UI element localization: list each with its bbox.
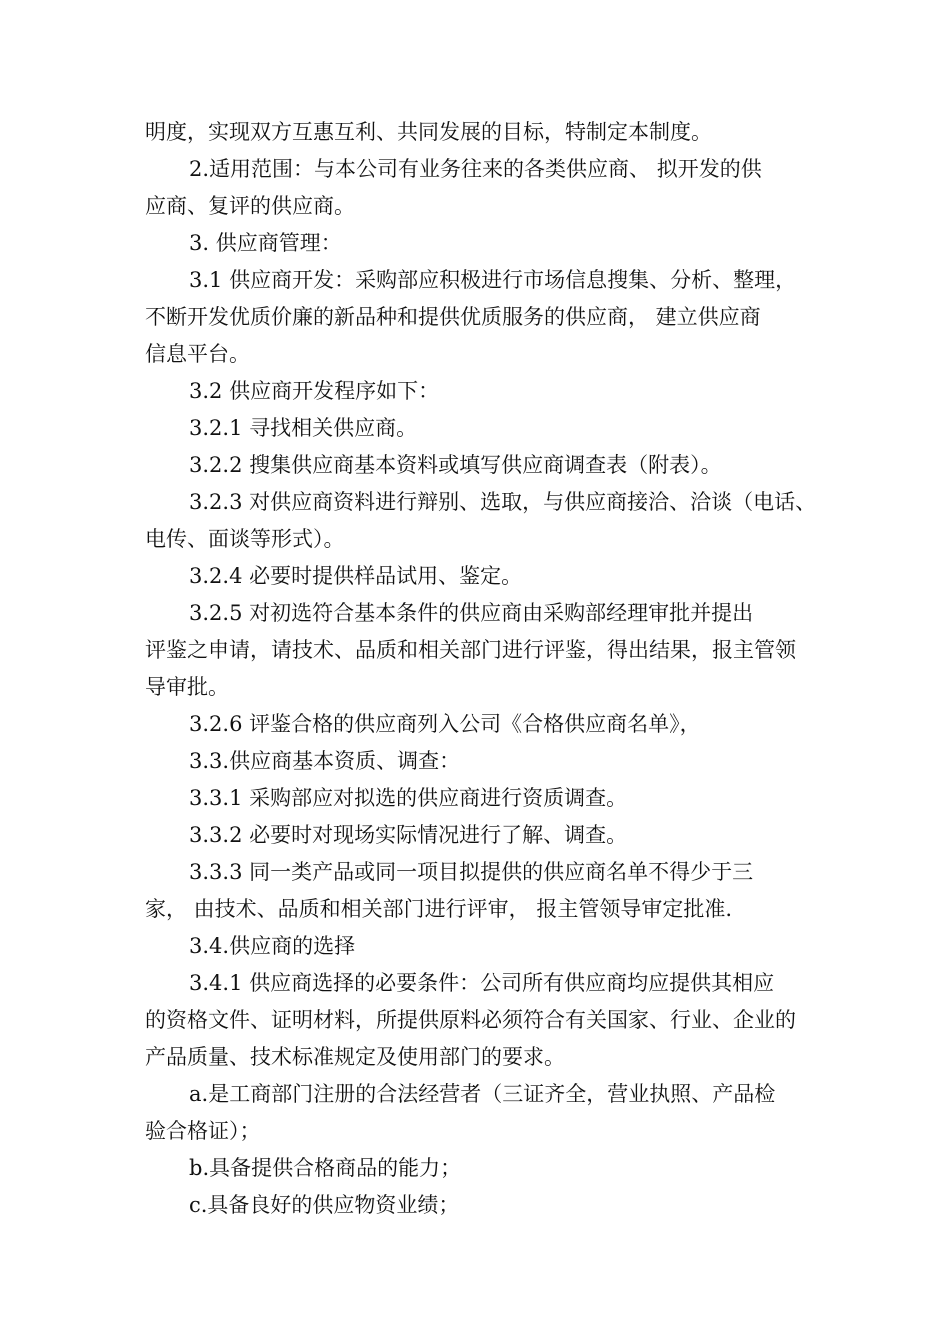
- text-line: 3.2.6 评鉴合格的供应商列入公司《合格供应商名单》，: [189, 712, 701, 736]
- section-heading: 3. 供应商管理：: [189, 231, 342, 255]
- text-line: 3.2 供应商开发程序如下：: [189, 379, 440, 403]
- text-line: 3.3.1 采购部应对拟选的供应商进行资质调查。: [189, 786, 628, 810]
- text-line: 不断开发优质价廉的新品种和提供优质服务的供应商， 建立供应商: [145, 305, 761, 329]
- text-line: 3.4.供应商的选择: [189, 934, 356, 958]
- text-line: 3.3.供应商基本资质、调查：: [189, 749, 461, 773]
- text-line: 3.3.3 同一类产品或同一项目拟提供的供应商名单不得少于三: [189, 860, 754, 884]
- text-line: 信息平台。: [145, 342, 250, 366]
- list-item: b.具备提供合格商品的能力；: [189, 1156, 462, 1180]
- text-line: 3.2.1 寻找相关供应商。: [189, 416, 418, 440]
- text-line: 3.4.1 供应商选择的必要条件：公司所有供应商均应提供其相应: [189, 971, 775, 995]
- text-line: 3.2.3 对供应商资料进行辩别、选取，与供应商接洽、洽谈（电话、: [189, 490, 817, 514]
- text-line: 的资格文件、证明材料，所提供原料必须符合有关国家、行业、企业的: [145, 1008, 796, 1032]
- text-line: 家， 由技术、品质和相关部门进行评审， 报主管领导审定批准.: [145, 897, 733, 921]
- text-line: 3.1 供应商开发：采购部应积极进行市场信息搜集、分析、整理，: [189, 268, 797, 292]
- text-line: 3.2.5 对初选符合基本条件的供应商由采购部经理审批并提出: [189, 601, 754, 625]
- list-item-continuation: 验合格证）；: [145, 1119, 261, 1143]
- text-line: 3.2.2 搜集供应商基本资料或填写供应商调查表（附表）。: [189, 453, 722, 477]
- text-line: 3.3.2 必要时对现场实际情况进行了解、调查。: [189, 823, 628, 847]
- text-line: 产品质量、技术标准规定及使用部门的要求。: [145, 1045, 565, 1069]
- text-line: 2.适用范围：与本公司有业务往来的各类供应商、 拟开发的供: [189, 157, 762, 181]
- text-line: 3.2.4 必要时提供样品试用、鉴定。: [189, 564, 523, 588]
- text-line: 应商、复评的供应商。: [145, 194, 355, 218]
- list-item: a.是工商部门注册的合法经营者（三证齐全，营业执照、产品检: [189, 1082, 776, 1106]
- text-line: 电传、面谈等形式）。: [145, 527, 345, 551]
- text-line: 评鉴之申请，请技术、品质和相关部门进行评鉴，得出结果，报主管领: [145, 638, 796, 662]
- list-item: c.具备良好的供应物资业绩；: [189, 1193, 460, 1217]
- text-line: 导审批。: [145, 675, 229, 699]
- text-line: 明度，实现双方互惠互利、共同发展的目标，特制定本制度。: [145, 120, 712, 144]
- document-body: [145, 114, 817, 1224]
